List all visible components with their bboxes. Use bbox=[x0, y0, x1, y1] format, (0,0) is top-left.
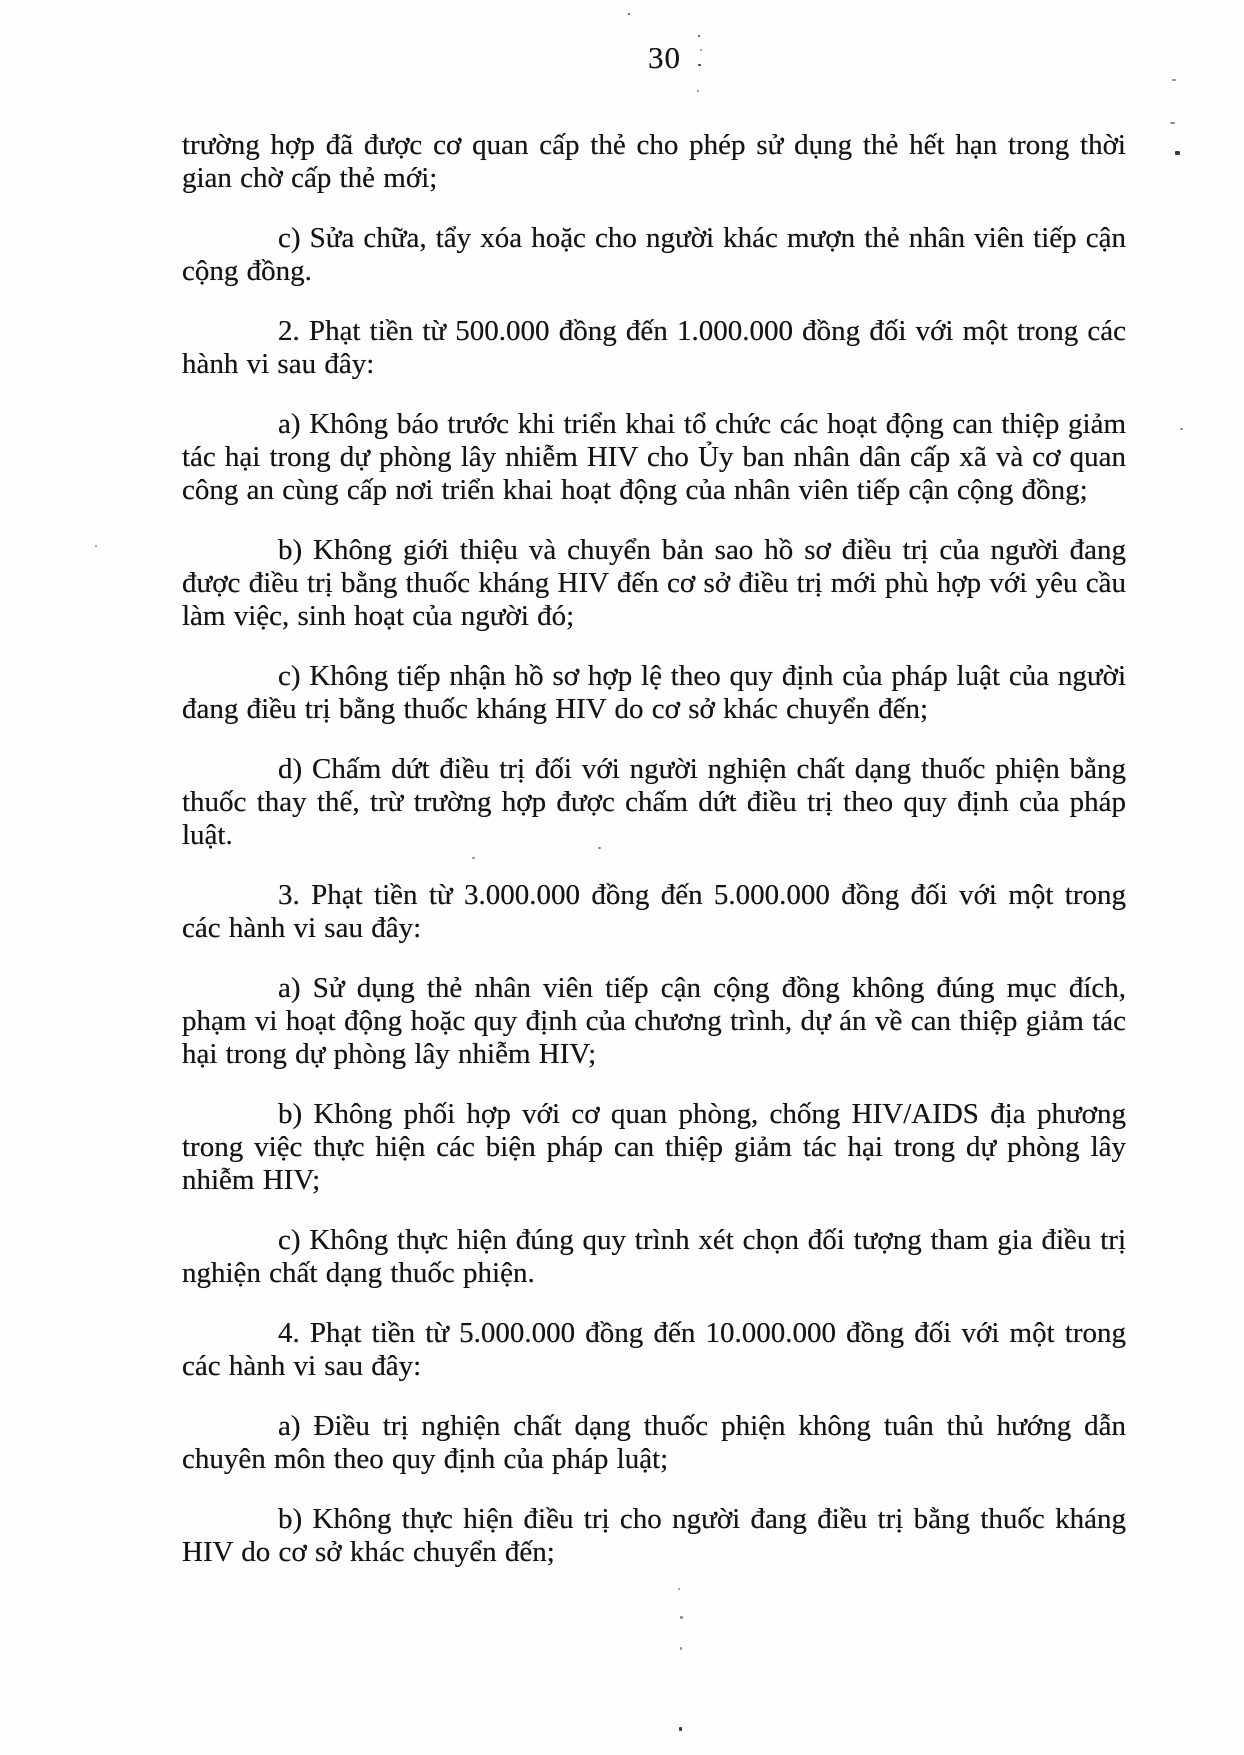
paragraph: a) Không báo trước khi triển khai tổ chức các hoạt động can thiệp giảm tác hại trong dự phòng lây nhiễm HIV cho Ủy ban nhân dân cấp xã và cơ quan công an cùng cấp nơi triển khai hoạt động của nhân viên tiếp cận cộng đồng; bbox=[182, 408, 1126, 506]
scan-speck bbox=[680, 1616, 683, 1619]
paragraph: b) Không thực hiện điều trị cho người đang điều trị bằng thuốc kháng HIV do cơ sở khác chuyển đến; bbox=[182, 1503, 1126, 1568]
scan-speck bbox=[679, 1727, 682, 1731]
scan-speck bbox=[1170, 122, 1175, 124]
scan-speck bbox=[95, 545, 97, 547]
scan-speck bbox=[697, 90, 699, 92]
document-body bbox=[182, 129, 1126, 1596]
paragraph: 3. Phạt tiền từ 3.000.000 đồng đến 5.000.000 đồng đối với một trong các hành vi sau đây: bbox=[182, 879, 1126, 944]
scan-speck bbox=[698, 35, 700, 37]
paragraph: b) Không phối hợp với cơ quan phòng, chống HIV/AIDS địa phương trong việc thực hiện các biện pháp can thiệp giảm tác hại trong dự phòng lây nhiễm HIV; bbox=[182, 1098, 1126, 1196]
scan-speck bbox=[1175, 151, 1180, 155]
scan-speck bbox=[700, 49, 702, 51]
scan-speck bbox=[1180, 428, 1183, 430]
scan-speck bbox=[598, 847, 601, 849]
scan-speck bbox=[628, 13, 630, 15]
scan-speck bbox=[1172, 79, 1176, 81]
paragraph: 2. Phạt tiền từ 500.000 đồng đến 1.000.000 đồng đối với một trong các hành vi sau đây: bbox=[182, 315, 1126, 380]
paragraph: c) Sửa chữa, tẩy xóa hoặc cho người khác mượn thẻ nhân viên tiếp cận cộng đồng. bbox=[182, 222, 1126, 287]
paragraph: b) Không giới thiệu và chuyển bản sao hồ sơ điều trị của người đang được điều trị bằng thuốc kháng HIV đến cơ sở điều trị mới phù hợp với yêu cầu làm việc, sinh hoạt của người đó; bbox=[182, 534, 1126, 632]
paragraph: d) Chấm dứt điều trị đối với người nghiện chất dạng thuốc phiện bằng thuốc thay thế, trừ trường hợp được chấm dứt điều trị theo quy định của pháp luật. bbox=[182, 753, 1126, 851]
paragraph: c) Không tiếp nhận hồ sơ hợp lệ theo quy định của pháp luật của người đang điều trị bằng thuốc kháng HIV do cơ sở khác chuyển đến; bbox=[182, 660, 1126, 725]
page-number: 30 bbox=[648, 40, 681, 75]
paragraph: c) Không thực hiện đúng quy trình xét chọn đối tượng tham gia điều trị nghiện chất dạng thuốc phiện. bbox=[182, 1224, 1126, 1289]
scan-speck bbox=[698, 64, 701, 66]
scan-speck bbox=[472, 857, 475, 859]
paragraph: a) Sử dụng thẻ nhân viên tiếp cận cộng đồng không đúng mục đích, phạm vi hoạt động hoặc quy định của chương trình, dự án về can thiệp giảm tác hại trong dự phòng lây nhiễm HIV; bbox=[182, 972, 1126, 1070]
paragraph: 4. Phạt tiền từ 5.000.000 đồng đến 10.000.000 đồng đối với một trong các hành vi sau đây: bbox=[182, 1317, 1126, 1382]
paragraph: a) Điều trị nghiện chất dạng thuốc phiện không tuân thủ hướng dẫn chuyên môn theo quy định của pháp luật; bbox=[182, 1410, 1126, 1475]
paragraph: trường hợp đã được cơ quan cấp thẻ cho phép sử dụng thẻ hết hạn trong thời gian chờ cấp thẻ mới; bbox=[182, 129, 1126, 194]
scan-speck bbox=[680, 1647, 682, 1650]
scan-speck bbox=[678, 1588, 680, 1590]
